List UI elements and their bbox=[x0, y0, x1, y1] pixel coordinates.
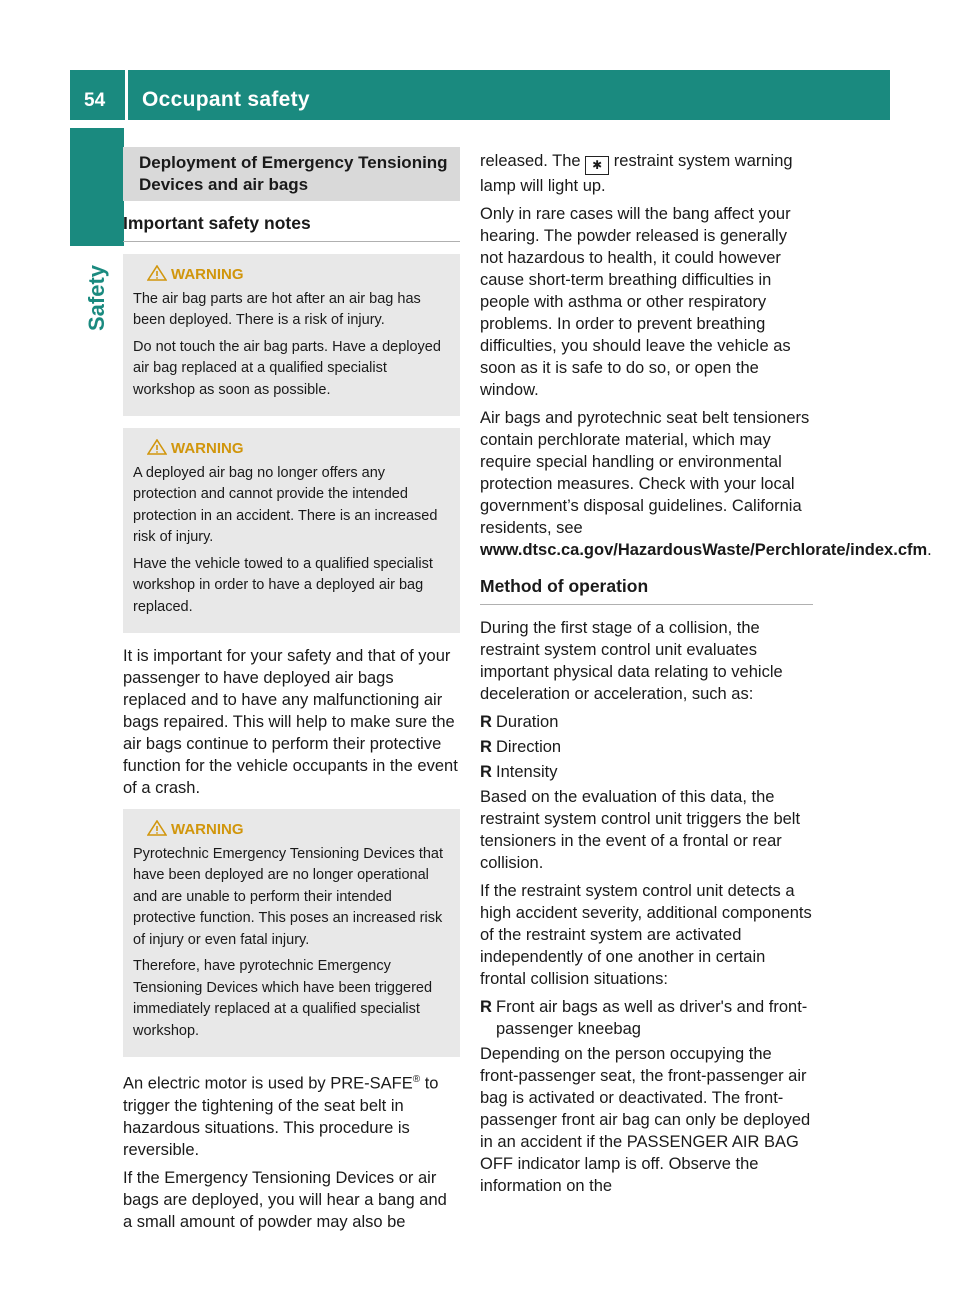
warning-text: The air bag parts are hot after an air bag has been deployed. There is a risk of injury. bbox=[133, 290, 421, 328]
page-number: 54 bbox=[84, 90, 106, 111]
warning-triangle-icon bbox=[147, 820, 167, 836]
warning-text: A deployed air bag no longer offers any protection and cannot provide the intended protection in an accident. There is an increased risk of injury. bbox=[133, 464, 438, 545]
warning-text: Therefore, have pyrotechnic Emergency Tensioning Devices which have been triggered immediately replaced at a qualified specialist workshop. bbox=[133, 958, 433, 1039]
warning-text: Pyrotechnic Emergency Tensioning Devices that have been deployed are no longer operational and are unable to perform their intended protective function. This poses an increased risk of injury or even fatal injury. bbox=[133, 845, 444, 948]
body-paragraph: If the restraint system control unit detects a high accident severity, additional components of the restraint system are activated independently of one another in certain frontal collision situations: bbox=[480, 882, 812, 988]
header-divider bbox=[125, 70, 128, 120]
body-paragraph: Air bags and pyrotechnic seat belt tensioners contain perchlorate material, which may require special handling or environmental protection measures. Check with your local government’s disposal guidelines. California residents, see www.dtsc.ca.gov/HazardousWaste/Perchlorate/index.cfm. bbox=[480, 409, 932, 559]
list-item: R Front air bags as well as driver's and front-passenger kneebag bbox=[480, 998, 808, 1038]
side-tab-label: Safety bbox=[84, 264, 109, 331]
body-paragraph: Based on the evaluation of this data, the restraint system control unit triggers the belt tensioners in the event of a frontal or rear collision. bbox=[480, 788, 801, 872]
warning-box-3 bbox=[123, 809, 460, 1057]
list-item: R Duration bbox=[480, 713, 559, 731]
warning-triangle-icon bbox=[147, 265, 167, 281]
warning-text: Do not touch the air bag parts. Have a deployed air bag replaced at a qualified specialist workshop as soon as possible. bbox=[133, 338, 441, 398]
body-paragraph: An electric motor is used by PRE-SAFE® to trigger the tightening of the seat belt in hazardous situations. This procedure is reversible. bbox=[123, 1074, 439, 1159]
list-item: R Direction bbox=[480, 738, 562, 756]
bullet-marker: R bbox=[480, 738, 492, 756]
page-header bbox=[70, 70, 890, 120]
subheading-safety-notes: Important safety notes bbox=[123, 212, 460, 242]
body-paragraph: released. The ✱ restraint system warning lamp will light up. bbox=[480, 152, 793, 195]
side-tab-block bbox=[70, 128, 124, 246]
right-column bbox=[480, 150, 932, 1203]
warning-triangle-icon bbox=[147, 439, 167, 455]
warning-box-1 bbox=[123, 254, 460, 416]
warning-heading: WARNING bbox=[133, 264, 450, 286]
body-paragraph: Only in rare cases will the bang affect your hearing. The powder released is generally not hazardous to health, it could however cause short-term breathing difficulties in people with asthma or other respiratory problems. In order to prevent breathing difficulties, you should leave the vehicle as soon as it is safe to do so, or open the window. bbox=[480, 205, 791, 399]
section-title: Deployment of Emergency Tensioning Devices and air bags bbox=[123, 147, 460, 201]
warning-text: Have the vehicle towed to a qualified specialist workshop in order to have a deployed air bag replaced. bbox=[133, 555, 433, 615]
subheading-method-of-operation: Method of operation bbox=[480, 575, 813, 605]
warning-heading: WARNING bbox=[133, 819, 450, 841]
left-column bbox=[123, 150, 460, 1239]
restraint-system-warning-lamp-icon: ✱ bbox=[585, 156, 609, 175]
warning-heading: WARNING bbox=[133, 438, 450, 460]
bullet-marker: R bbox=[480, 763, 492, 781]
body-paragraph: If the Emergency Tensioning Devices or air bags are deployed, you will hear a bang and a small amount of powder may also be bbox=[123, 1168, 447, 1231]
body-paragraph: It is important for your safety and that of your passenger to have deployed air bags replaced and to have any malfunctioning air bags repaired. This will help to make sure the air bags continue to perform their protective function for the vehicle occupants in the event of a crash. bbox=[123, 647, 458, 797]
bullet-marker: R bbox=[480, 713, 492, 731]
body-paragraph: Depending on the person occupying the front-passenger seat, the front-passenger air bag is activated or deactivated. The front-passenger front air bag can only be deployed in an accident if the PASSENGER AIR BAG OFF indicator lamp is off. Observe the information on the bbox=[480, 1045, 811, 1195]
warning-box-2 bbox=[123, 428, 460, 633]
perchlorate-link[interactable]: www.dtsc.ca.gov/HazardousWaste/Perchlorate/index.cfm bbox=[480, 541, 928, 559]
list-item: R Intensity bbox=[480, 763, 558, 781]
bullet-marker: R bbox=[480, 998, 492, 1016]
body-paragraph: During the first stage of a collision, the restraint system control unit evaluates important physical data relating to vehicle deceleration or acceleration, such as: bbox=[480, 619, 783, 703]
chapter-title: Occupant safety bbox=[142, 88, 310, 111]
